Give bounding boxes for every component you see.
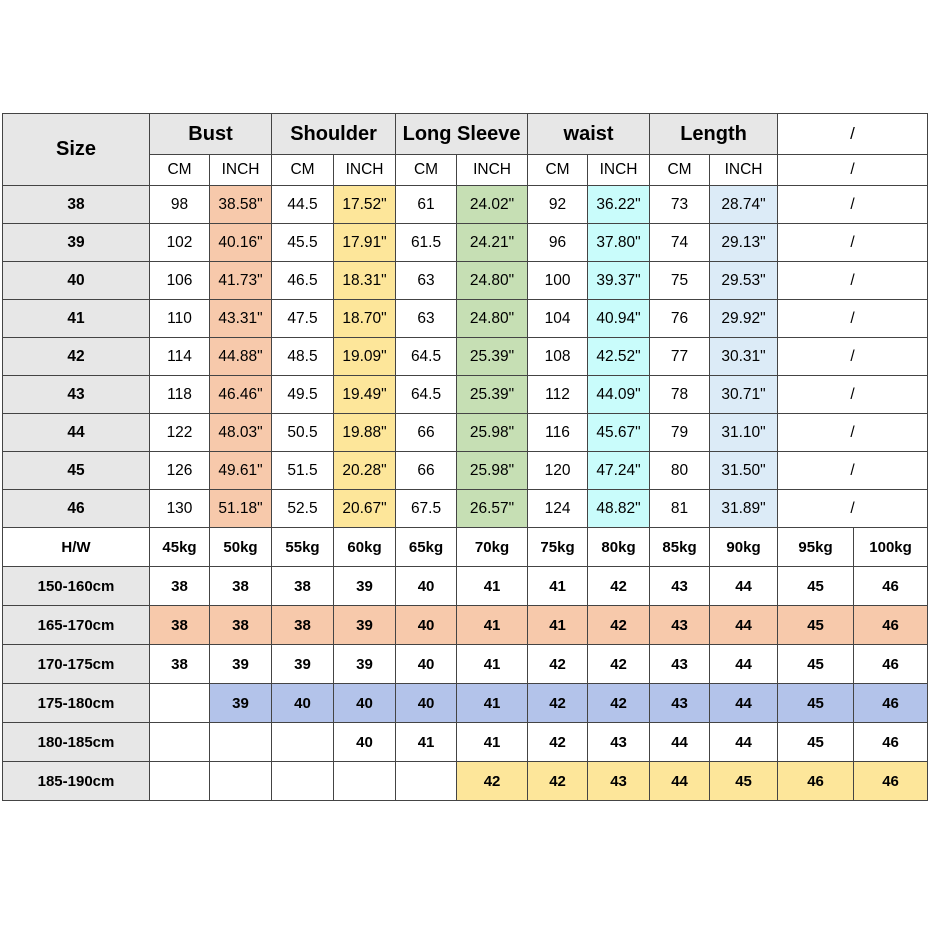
table-cell: 66 [396, 414, 457, 452]
table-cell: 114 [150, 338, 210, 376]
table-cell: 19.09" [334, 338, 396, 376]
table-cell: / [778, 414, 928, 452]
recommended-size-cell: 44 [710, 684, 778, 723]
recommended-size-cell: 41 [457, 684, 528, 723]
recommended-size-cell: 44 [710, 645, 778, 684]
size-header: Size [3, 114, 150, 186]
unit-header: / [778, 155, 928, 186]
table-cell: 122 [150, 414, 210, 452]
recommended-size-cell: 38 [210, 567, 272, 606]
size-label: 38 [3, 186, 150, 224]
group-bust: Bust [150, 114, 272, 155]
table-cell: 100 [528, 262, 588, 300]
table-cell: 40.94" [588, 300, 650, 338]
table-row [3, 338, 928, 376]
table-cell: 61 [396, 186, 457, 224]
recommended-size-cell: 40 [396, 606, 457, 645]
recommended-size-cell: 46 [854, 567, 928, 606]
table-cell: 18.70" [334, 300, 396, 338]
recommended-size-cell: 41 [528, 567, 588, 606]
height-row [3, 684, 928, 723]
table-cell: 43.31" [210, 300, 272, 338]
table-cell: 26.57" [457, 490, 528, 528]
table-cell: 28.74" [710, 186, 778, 224]
recommended-size-cell: 44 [710, 723, 778, 762]
group-header-row [3, 114, 928, 155]
recommended-size-cell: 42 [457, 762, 528, 801]
table-cell: 51.5 [272, 452, 334, 490]
height-row [3, 762, 928, 801]
table-row [3, 376, 928, 414]
table-cell: 64.5 [396, 338, 457, 376]
recommended-size-cell: 43 [588, 723, 650, 762]
table-cell: 31.10" [710, 414, 778, 452]
table-cell: 29.92" [710, 300, 778, 338]
table-cell: 66 [396, 452, 457, 490]
table-cell: 110 [150, 300, 210, 338]
table-row [3, 186, 928, 224]
recommended-size-cell: 42 [528, 645, 588, 684]
table-cell: 44.88" [210, 338, 272, 376]
weight-header: 45kg [150, 528, 210, 567]
table-cell: 96 [528, 224, 588, 262]
weight-header: 55kg [272, 528, 334, 567]
recommended-size-cell: 41 [457, 606, 528, 645]
unit-header: CM [272, 155, 334, 186]
size-label: 44 [3, 414, 150, 452]
recommended-size-cell: 42 [528, 762, 588, 801]
unit-header: INCH [457, 155, 528, 186]
recommended-size-cell [210, 762, 272, 801]
table-cell: 38.58" [210, 186, 272, 224]
table-cell: 50.5 [272, 414, 334, 452]
group-waist: waist [528, 114, 650, 155]
size-label: 41 [3, 300, 150, 338]
table-cell: / [778, 452, 928, 490]
table-cell: 17.91" [334, 224, 396, 262]
table-cell: 49.61" [210, 452, 272, 490]
recommended-size-cell: 42 [588, 684, 650, 723]
table-cell: 98 [150, 186, 210, 224]
recommended-size-cell [150, 723, 210, 762]
recommended-size-cell: 44 [710, 567, 778, 606]
table-cell: 46.5 [272, 262, 334, 300]
recommended-size-cell: 40 [396, 567, 457, 606]
recommended-size-cell: 39 [334, 567, 396, 606]
group-extra: / [778, 114, 928, 155]
table-cell: 24.02" [457, 186, 528, 224]
table-cell: / [778, 338, 928, 376]
recommended-size-cell [334, 762, 396, 801]
table-cell: 49.5 [272, 376, 334, 414]
height-label: 180-185cm [3, 723, 150, 762]
height-label: 185-190cm [3, 762, 150, 801]
size-label: 39 [3, 224, 150, 262]
table-cell: 126 [150, 452, 210, 490]
weight-header: 70kg [457, 528, 528, 567]
table-cell: 24.80" [457, 262, 528, 300]
recommended-size-cell: 41 [457, 567, 528, 606]
weight-header: 95kg [778, 528, 854, 567]
table-cell: 47.5 [272, 300, 334, 338]
size-label: 42 [3, 338, 150, 376]
recommended-size-cell: 44 [650, 762, 710, 801]
table-cell: 47.24" [588, 452, 650, 490]
table-cell: 31.50" [710, 452, 778, 490]
hw-label: H/W [3, 528, 150, 567]
recommended-size-cell: 41 [457, 723, 528, 762]
table-row [3, 452, 928, 490]
weight-header: 65kg [396, 528, 457, 567]
table-cell: 108 [528, 338, 588, 376]
height-label: 170-175cm [3, 645, 150, 684]
table-cell: 48.5 [272, 338, 334, 376]
recommended-size-cell: 45 [778, 645, 854, 684]
table-cell: 25.98" [457, 414, 528, 452]
recommended-size-cell: 45 [710, 762, 778, 801]
table-cell: 24.21" [457, 224, 528, 262]
unit-header: INCH [588, 155, 650, 186]
table-cell: 44.09" [588, 376, 650, 414]
table-cell: 75 [650, 262, 710, 300]
table-cell: 18.31" [334, 262, 396, 300]
recommended-size-cell: 38 [272, 567, 334, 606]
table-cell: 63 [396, 300, 457, 338]
table-cell: 102 [150, 224, 210, 262]
table-cell: 20.28" [334, 452, 396, 490]
recommended-size-cell: 40 [396, 684, 457, 723]
height-label: 175-180cm [3, 684, 150, 723]
recommended-size-cell: 40 [334, 723, 396, 762]
recommended-size-cell: 39 [210, 645, 272, 684]
table-cell: / [778, 262, 928, 300]
table-cell: 67.5 [396, 490, 457, 528]
table-cell: 20.67" [334, 490, 396, 528]
recommended-size-cell: 46 [854, 762, 928, 801]
recommended-size-cell: 43 [650, 645, 710, 684]
recommended-size-cell [272, 723, 334, 762]
table-cell: 42.52" [588, 338, 650, 376]
height-row [3, 723, 928, 762]
recommended-size-cell: 39 [334, 645, 396, 684]
table-cell: 52.5 [272, 490, 334, 528]
recommended-size-cell: 38 [150, 606, 210, 645]
group-shoulder: Shoulder [272, 114, 396, 155]
weight-header: 85kg [650, 528, 710, 567]
table-cell: 81 [650, 490, 710, 528]
table-cell: 30.31" [710, 338, 778, 376]
recommended-size-cell: 42 [588, 567, 650, 606]
table-cell: 76 [650, 300, 710, 338]
table-cell: 63 [396, 262, 457, 300]
table-cell: 92 [528, 186, 588, 224]
table-cell: 17.52" [334, 186, 396, 224]
table-cell: 64.5 [396, 376, 457, 414]
recommended-size-cell [150, 684, 210, 723]
recommended-size-cell: 42 [528, 684, 588, 723]
recommended-size-cell: 41 [528, 606, 588, 645]
recommended-size-cell: 43 [650, 567, 710, 606]
recommended-size-cell: 43 [588, 762, 650, 801]
weight-header: 100kg [854, 528, 928, 567]
recommended-size-cell: 46 [778, 762, 854, 801]
table-cell: / [778, 490, 928, 528]
unit-header: CM [528, 155, 588, 186]
recommended-size-cell: 46 [854, 723, 928, 762]
table-cell: 116 [528, 414, 588, 452]
table-cell: 45.67" [588, 414, 650, 452]
unit-header: CM [650, 155, 710, 186]
table-cell: 19.88" [334, 414, 396, 452]
table-cell: 78 [650, 376, 710, 414]
weight-header: 80kg [588, 528, 650, 567]
table-cell: 48.03" [210, 414, 272, 452]
unit-header: CM [150, 155, 210, 186]
recommended-size-cell: 40 [334, 684, 396, 723]
recommended-size-cell: 38 [150, 645, 210, 684]
table-cell: 45.5 [272, 224, 334, 262]
table-cell: 51.18" [210, 490, 272, 528]
table-cell: 36.22" [588, 186, 650, 224]
weight-header-row [3, 528, 928, 567]
weight-header: 75kg [528, 528, 588, 567]
table-cell: 130 [150, 490, 210, 528]
table-cell: / [778, 300, 928, 338]
recommended-size-cell: 46 [854, 684, 928, 723]
height-label: 150-160cm [3, 567, 150, 606]
table-cell: 61.5 [396, 224, 457, 262]
table-cell: 120 [528, 452, 588, 490]
unit-header: INCH [210, 155, 272, 186]
height-label: 165-170cm [3, 606, 150, 645]
recommended-size-cell [396, 762, 457, 801]
table-cell: 24.80" [457, 300, 528, 338]
table-cell: 73 [650, 186, 710, 224]
weight-header: 90kg [710, 528, 778, 567]
table-cell: 44.5 [272, 186, 334, 224]
table-cell: 124 [528, 490, 588, 528]
size-label: 40 [3, 262, 150, 300]
table-cell: 112 [528, 376, 588, 414]
recommended-size-cell: 40 [396, 645, 457, 684]
table-row [3, 414, 928, 452]
recommended-size-cell: 40 [272, 684, 334, 723]
group-length: Length [650, 114, 778, 155]
recommended-size-cell: 38 [272, 606, 334, 645]
recommended-size-cell: 46 [854, 606, 928, 645]
table-cell: 46.46" [210, 376, 272, 414]
size-label: 43 [3, 376, 150, 414]
unit-header: INCH [710, 155, 778, 186]
table-cell: 25.39" [457, 338, 528, 376]
recommended-size-cell [210, 723, 272, 762]
recommended-size-cell: 43 [650, 684, 710, 723]
table-cell: 25.39" [457, 376, 528, 414]
table-cell: 79 [650, 414, 710, 452]
recommended-size-cell: 44 [650, 723, 710, 762]
recommended-size-cell: 45 [778, 606, 854, 645]
table-cell: 25.98" [457, 452, 528, 490]
recommended-size-cell: 46 [854, 645, 928, 684]
recommended-size-cell: 44 [710, 606, 778, 645]
height-row [3, 606, 928, 645]
group-long-sleeve: Long Sleeve [396, 114, 528, 155]
size-label: 46 [3, 490, 150, 528]
table-cell: 41.73" [210, 262, 272, 300]
weight-header: 60kg [334, 528, 396, 567]
table-cell: 29.13" [710, 224, 778, 262]
size-label: 45 [3, 452, 150, 490]
recommended-size-cell: 45 [778, 567, 854, 606]
recommended-size-cell: 41 [396, 723, 457, 762]
table-row [3, 224, 928, 262]
table-cell: 48.82" [588, 490, 650, 528]
recommended-size-cell: 38 [210, 606, 272, 645]
table-row [3, 300, 928, 338]
table-cell: 31.89" [710, 490, 778, 528]
recommended-size-cell: 43 [650, 606, 710, 645]
height-row [3, 567, 928, 606]
table-cell: 118 [150, 376, 210, 414]
recommended-size-cell: 45 [778, 684, 854, 723]
table-cell: 39.37" [588, 262, 650, 300]
recommended-size-cell: 42 [588, 645, 650, 684]
table-cell: 37.80" [588, 224, 650, 262]
height-row [3, 645, 928, 684]
recommended-size-cell: 39 [334, 606, 396, 645]
table-cell: 104 [528, 300, 588, 338]
table-cell: 19.49" [334, 376, 396, 414]
table-cell: / [778, 224, 928, 262]
recommended-size-cell: 39 [210, 684, 272, 723]
weight-header: 50kg [210, 528, 272, 567]
table-cell: 40.16" [210, 224, 272, 262]
table-cell: 30.71" [710, 376, 778, 414]
table-cell: 77 [650, 338, 710, 376]
recommended-size-cell: 45 [778, 723, 854, 762]
table-row [3, 490, 928, 528]
recommended-size-cell: 42 [528, 723, 588, 762]
table-cell: 80 [650, 452, 710, 490]
unit-header: CM [396, 155, 457, 186]
size-chart-table [2, 113, 928, 801]
recommended-size-cell [272, 762, 334, 801]
recommended-size-cell: 42 [588, 606, 650, 645]
recommended-size-cell: 41 [457, 645, 528, 684]
table-row [3, 262, 928, 300]
table-cell: / [778, 376, 928, 414]
table-cell: 74 [650, 224, 710, 262]
recommended-size-cell [150, 762, 210, 801]
recommended-size-cell: 39 [272, 645, 334, 684]
recommended-size-cell: 38 [150, 567, 210, 606]
table-cell: 29.53" [710, 262, 778, 300]
table-cell: / [778, 186, 928, 224]
unit-header: INCH [334, 155, 396, 186]
table-cell: 106 [150, 262, 210, 300]
